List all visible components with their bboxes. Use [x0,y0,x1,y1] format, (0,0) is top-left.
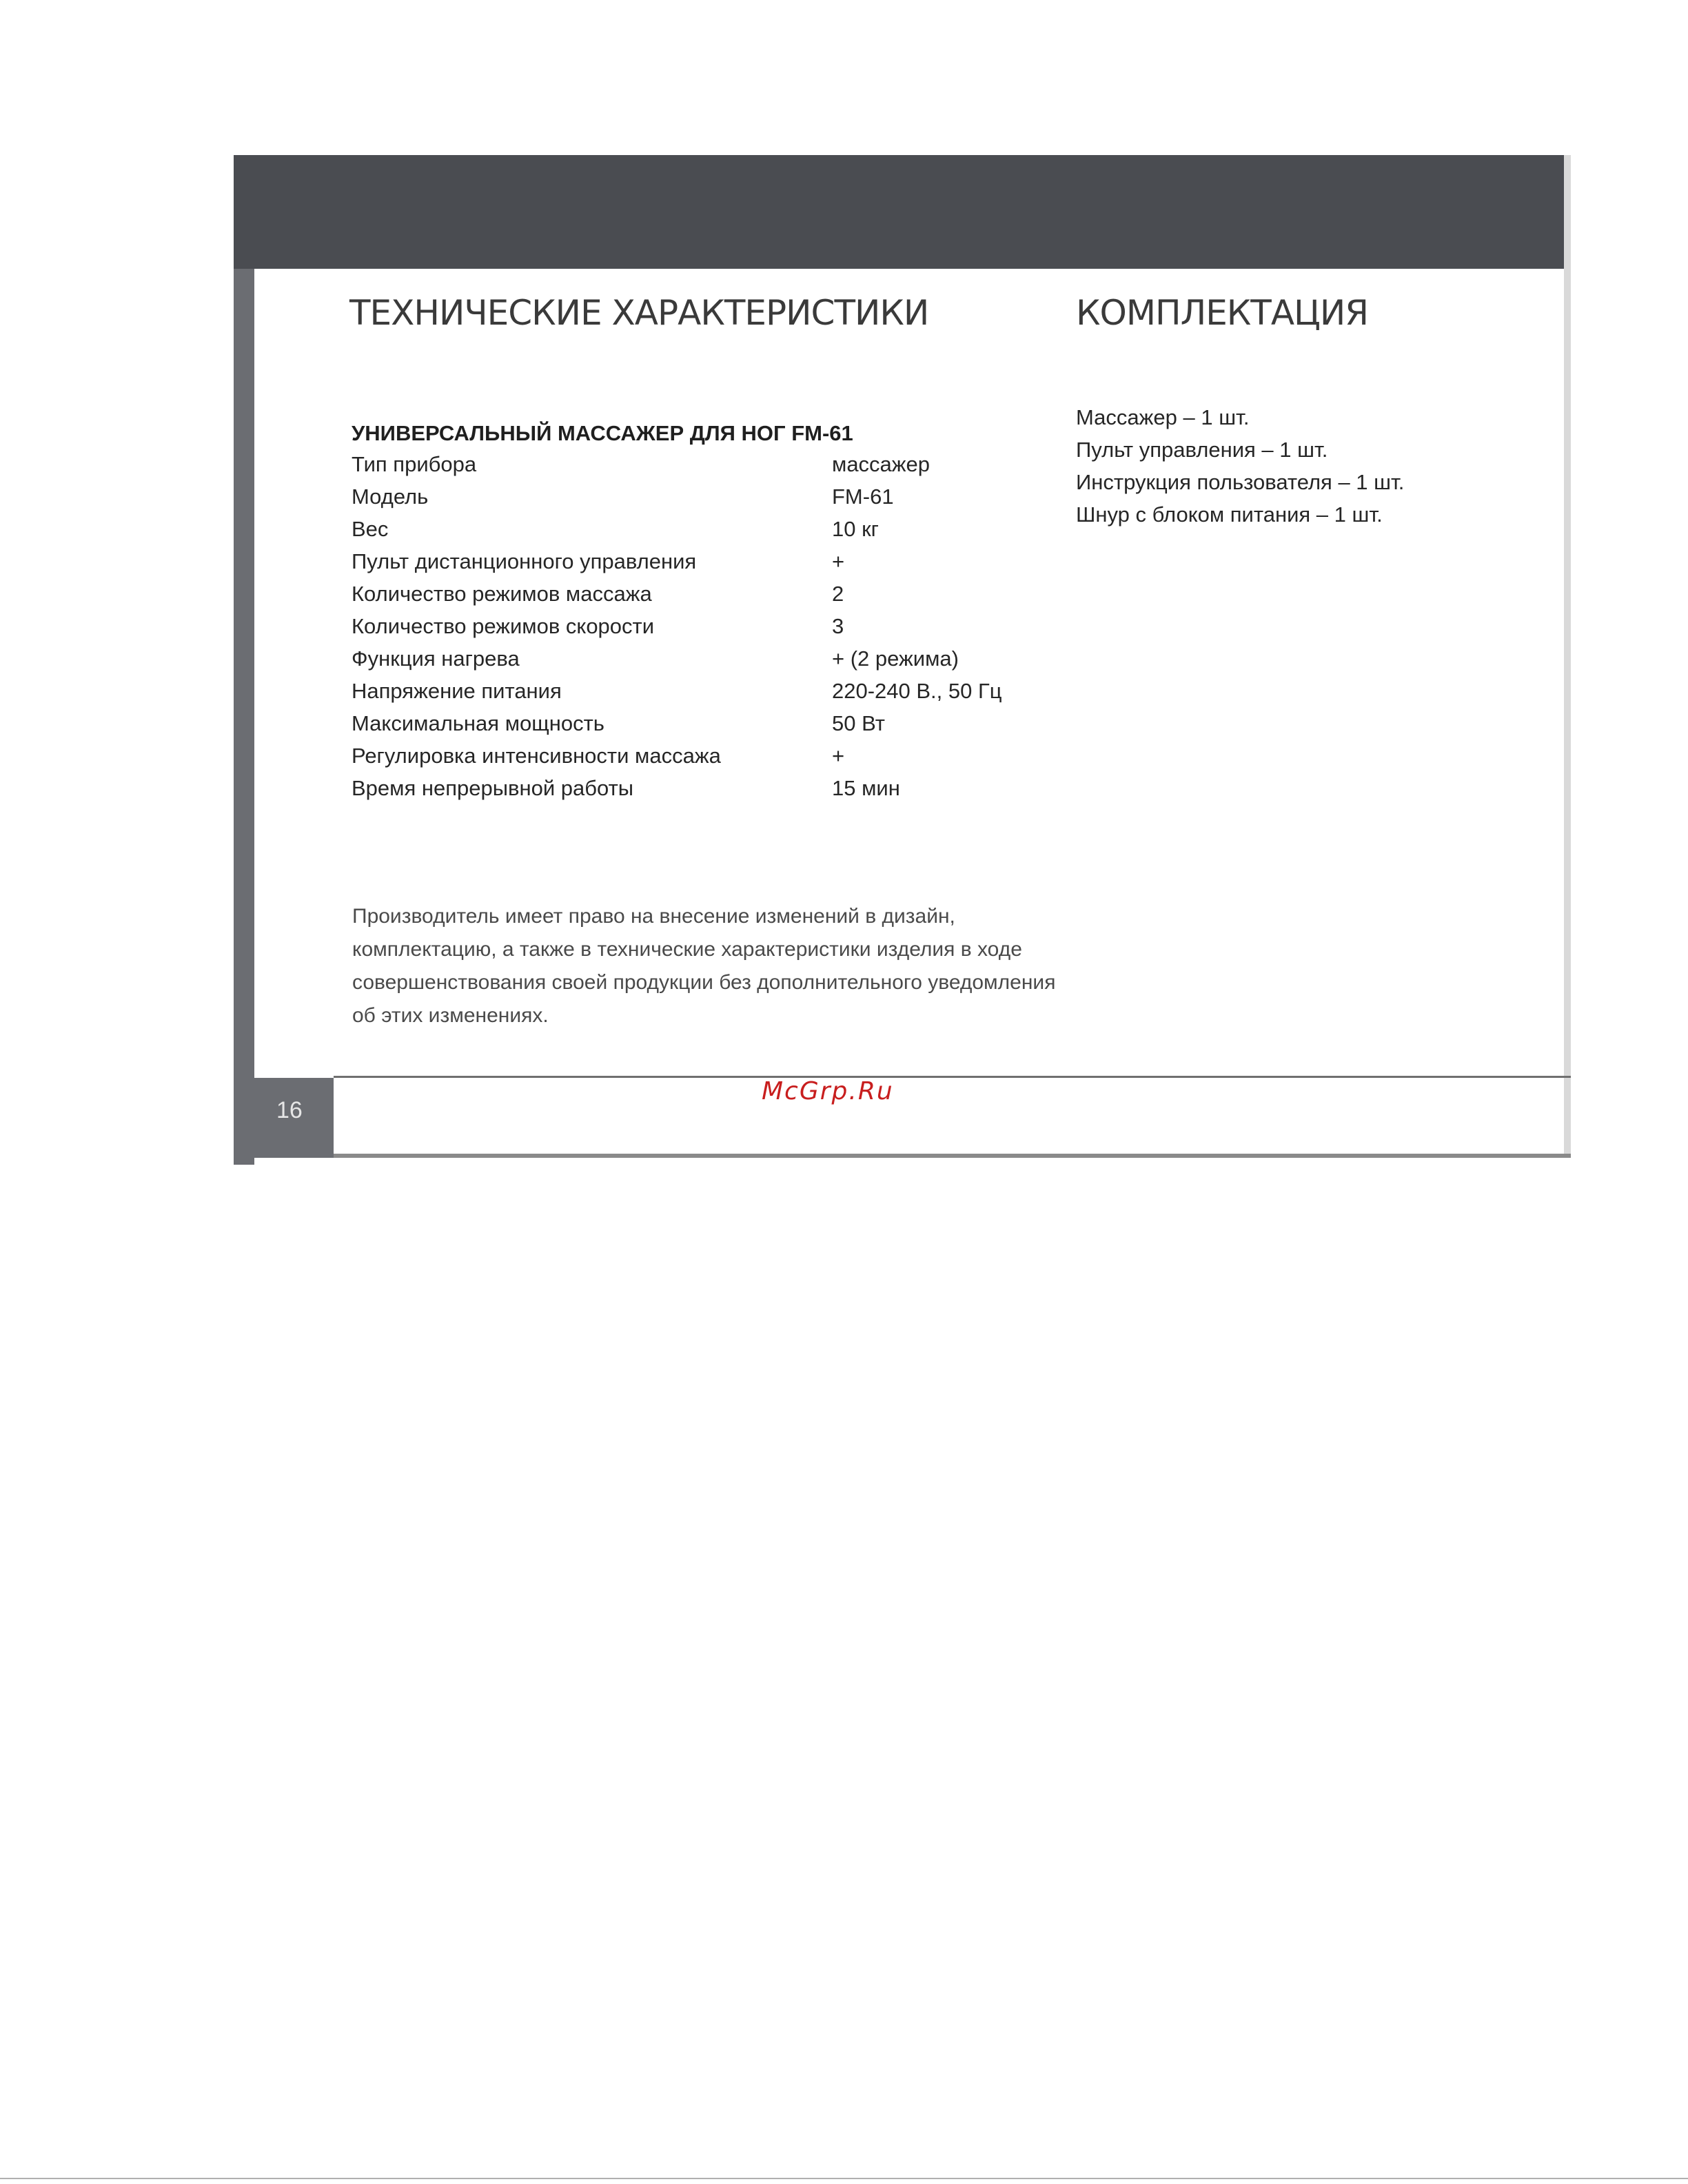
spec-label: Регулировка интенсивности массажа [352,744,721,768]
spec-value: FM-61 [832,484,894,509]
spec-value: + [832,549,845,573]
page-bottom-divider [0,2178,1688,2179]
spec-row [352,679,1041,711]
spec-row [352,452,1041,484]
spec-value: 10 кг [832,517,879,541]
spec-label: Модель [352,484,429,509]
spec-row [352,646,1041,679]
scanned-manual-page [234,155,1571,1158]
kit-item: Инструкция пользователя – 1 шт. [1076,470,1405,494]
spec-value: 50 Вт [832,711,885,735]
spec-label: Пульт дистанционного управления [352,549,697,573]
spec-value: + [832,744,845,768]
footer-divider [334,1076,1571,1078]
left-page-edge [234,269,254,1165]
spec-label: Время непрерывной работы [352,776,634,800]
spec-table [352,452,1041,808]
spec-row [352,614,1041,646]
kit-item: Массажер – 1 шт. [1076,405,1250,429]
spec-label: Вес [352,517,389,541]
right-page-edge [1564,155,1571,1158]
watermark-link[interactable]: McGrp.Ru [762,1077,894,1105]
spec-row [352,744,1041,776]
spec-label: Тип прибора [352,452,477,476]
kit-heading: КОМПЛЕКТАЦИЯ [1076,293,1368,333]
header-band [234,155,1571,269]
spec-row [352,776,1041,808]
spec-row [352,484,1041,517]
spec-value: 15 мин [832,776,900,800]
kit-item: Пульт управления – 1 шт. [1076,438,1328,462]
spec-row [352,582,1041,614]
page-number: 16 [276,1097,303,1123]
spec-label: Количество режимов скорости [352,614,655,638]
kit-item: Шнур с блоком питания – 1 шт. [1076,502,1383,527]
spec-value: + (2 режима) [832,646,959,671]
spec-heading: ТЕХНИЧЕСКИЕ ХАРАКТЕРИСТИКИ [349,293,929,333]
spec-value: 3 [832,614,844,638]
spec-row [352,711,1041,744]
spec-row [352,517,1041,549]
kit-list [1076,405,1404,535]
spec-value: массажер [832,452,931,476]
spec-label: Количество режимов массажа [352,582,652,606]
spec-value: 2 [832,582,844,606]
spec-row [352,549,1041,582]
disclaimer-text: Производитель имеет право на внесение изменений в дизайн, комплектацию, а также в технические характеристики изделия в ходе совершенствования своей продукции без дополнительного уведомления об этих изменениях. [352,905,1056,1027]
spec-label: Функция нагрева [352,646,520,671]
spec-label: Напряжение питания [352,679,562,703]
footer-bottom-edge [334,1154,1571,1158]
spec-label: Максимальная мощность [352,711,604,735]
spec-value: 220-240 В., 50 Гц [832,679,1002,703]
product-title: УНИВЕРСАЛЬНЫЙ МАССАЖЕР ДЛЯ НОГ FM-61 [352,421,853,445]
